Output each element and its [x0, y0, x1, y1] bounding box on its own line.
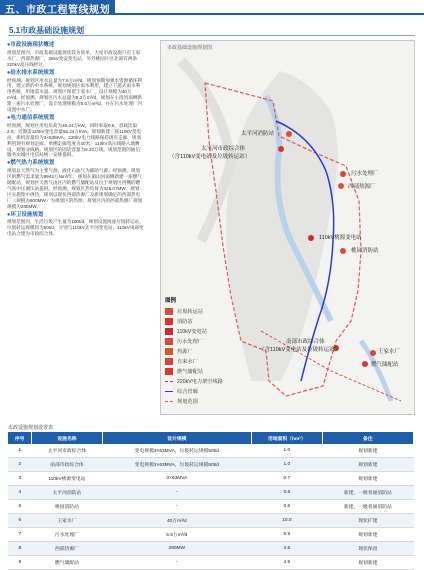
table-row — [8, 542, 414, 556]
legend-item — [165, 346, 265, 356]
cell: 4.5 — [251, 556, 322, 570]
cell: 4.5 — [251, 542, 322, 556]
text-water: 经预测，规划区用水总量为7.8万m³/d。规划预期加强水资源循环利用，建立新的中水系统。规划规划区雨水利用，建立下游式雨水利用系统，用地需水量。规划区保留王家水厂，设计规模为40万m³/d。经预测，规划区污水总量为5.2万m³/d。规划在小清河南侧新建一座污水处理厂，设计处理规模为5.5万m³/d，并在污水处理厂内设置中水厂。 — [7, 77, 143, 113]
legend-label: 220kV电力架空线路 — [177, 378, 223, 385]
legend-label: 热源厂 — [177, 348, 193, 355]
cell: - — [102, 486, 251, 500]
cell: 40万m³/d — [102, 514, 251, 528]
table-row — [8, 514, 414, 528]
heat-marker — [338, 183, 344, 189]
label-waterworks: 王家水厂 — [378, 349, 401, 355]
cell: 280MW — [102, 542, 251, 556]
legend-label: 燃气储配站 — [177, 368, 203, 375]
table-header-row — [8, 432, 414, 444]
cell: 10.0 — [251, 514, 322, 528]
table-row — [8, 472, 414, 486]
heading-gas: ●燃气热力系统规划 — [7, 160, 55, 167]
cell: 7 — [8, 528, 32, 542]
cell: 规划新建 — [322, 528, 413, 542]
cell: 规划新建 — [322, 472, 413, 486]
trash-icon — [165, 308, 173, 315]
gas-icon — [165, 368, 173, 375]
label-taipinghe-complex-note: （含110kV变电站及垃圾转运站） — [169, 154, 251, 160]
table-row — [8, 458, 414, 472]
heading-status: ●市政设施现状概述 — [7, 42, 55, 48]
label-south-complex: 南部市政综合体 — [286, 339, 325, 345]
label-substation: 110kV桃源变电站 — [319, 235, 362, 241]
fire-station-marker — [286, 131, 292, 137]
description-column — [7, 40, 144, 400]
legend-item — [165, 386, 265, 396]
cell: 1 — [8, 444, 32, 458]
legend-label: 综合管廊 — [177, 388, 198, 395]
table-row — [8, 556, 414, 570]
water-icon — [165, 358, 173, 365]
cell: 5.5万m³/d — [102, 528, 251, 542]
label-taoyuan-fire: 桃园消防站 — [351, 248, 379, 254]
cell: 规划新建 — [322, 444, 413, 458]
table-row — [8, 500, 414, 514]
cell: 变电规模3×63MVA，垃圾转运规模50t/d — [102, 458, 251, 472]
heading-power: ●电力通信系统规划 — [7, 114, 55, 121]
text-gas: 规划以天然气为主要气源，液化石油气为辅助气源。经预测，规划区的燃气需求量为9943万Nm³/年，规划在湄山河南侧新建一座燃气储配站，规划区天然气由区内的燃气储配站及位于规划区西侧的燃气高中压调压站提供。经预测，规划区热负荷为325.07MW，规划区实施集中供热，规划以现状西部热源厂及新规划确定的西部热电厂（规模为600MW）为规划区的热源，规划区内的西部热源厂规划规模为280MW。 — [7, 168, 143, 209]
label-sewage: 污水处理厂 — [351, 171, 379, 177]
cell: - — [102, 556, 251, 570]
text-status: 规划范围内，市政基础设施现状较为简单，大屋市政设施只有王家水厂，西部热源厂，35kV变安变电站，另外桃园片区北部有两条220kV高压线经过。 — [7, 49, 141, 67]
table-title: 市政设施规划设置表 — [8, 425, 54, 431]
legend-label: 消防站 — [177, 318, 193, 325]
boundary-line-icon — [165, 401, 173, 402]
cell: 9 — [8, 556, 32, 570]
legend-item — [165, 356, 265, 366]
cell: 南部市政综合体 — [32, 458, 102, 472]
sewage-marker — [340, 171, 346, 177]
legend-label: 规划范围 — [177, 398, 198, 405]
col-header-area: 用地面积（hm²） — [251, 432, 322, 444]
legend-item — [165, 366, 265, 376]
cell: 5 — [8, 500, 32, 514]
cell: 燃气储配站 — [32, 556, 102, 570]
map-legend — [165, 296, 265, 406]
col-header-index: 序号 — [8, 432, 32, 444]
cell: 规划新建 — [322, 458, 413, 472]
page-header — [0, 0, 424, 15]
cell: 1.0 — [251, 458, 322, 472]
cell: 太平河消防站 — [32, 486, 102, 500]
legend-label: 自来水厂 — [177, 358, 198, 365]
legend-label: 110kV变电站 — [177, 328, 207, 335]
col-header-scale: 设计规模 — [102, 432, 251, 444]
cell: 规划新建 — [322, 556, 413, 570]
cell: 0.7 — [251, 472, 322, 486]
page-title: 五、市政工程管线规划 — [5, 5, 110, 16]
legend-item — [165, 376, 265, 386]
cell: 污水处理厂 — [32, 528, 102, 542]
legend-label: 污水处理厂 — [177, 338, 203, 345]
label-taipinghe-fire: 太平河消防站 — [241, 131, 275, 137]
waterworks-marker — [370, 350, 376, 356]
cell: 变电规模3×63MVA，垃圾转运规模50t/d — [102, 444, 251, 458]
cell: 4 — [8, 486, 32, 500]
cell: 太平河市政综合体 — [32, 444, 102, 458]
fire-station-2-marker — [340, 248, 346, 254]
table-row — [8, 444, 414, 458]
substation-marker — [308, 235, 314, 241]
cell: 0.6 — [251, 500, 322, 514]
col-header-name: 设施名称 — [32, 432, 102, 444]
legend-label: 垃圾转运站 — [177, 308, 203, 315]
text-power: 经预测，规划区用电负荷为46.04万kW。同时率取0.6，容载比取2.0。近期需110kV变电容量55.24万kVA。规划新建三座110kV变电站，新机容量均为3×63MVA。220kV电力线路保持现有走廊，规划利用现有规划走廊，单侧走廊宽度为40米，110kV高压线路入地敷设，规划分线路。规划区的固话容量为9.33万线。规划范围的通信服务由城区电信局统一安排提供。 — [7, 122, 142, 158]
infrastructure-map — [160, 40, 415, 415]
legend-item — [165, 326, 265, 336]
cell: 8 — [8, 542, 32, 556]
cell: 西部热源厂 — [32, 542, 102, 556]
cell: - — [102, 500, 251, 514]
sewage-icon — [165, 338, 173, 345]
label-south-complex-note: （含110kV变电站及垃圾转运站） — [259, 347, 341, 353]
cell: 2 — [8, 458, 32, 472]
legend-item — [165, 316, 265, 326]
text-sanitation: 规划范围内，生活垃圾产生量为100t/d，规划设置两座垃圾转运站，垃圾转运规模均为50t/d，分别与110kV太平河变电站、110kV南部变电站合建为市政综合体。 — [7, 219, 144, 237]
heading-water: ●给水排水系统规划 — [7, 69, 55, 76]
cell: 110kV桃源变电站 — [32, 472, 102, 486]
section-title: 5.1市政基础设施规划 — [9, 26, 85, 35]
cell: 1.0 — [251, 444, 322, 458]
cell: 6.5 — [251, 528, 322, 542]
cell: 3 — [8, 472, 32, 486]
section-divider — [8, 35, 415, 36]
heat-icon — [165, 348, 173, 355]
cell: 3×63MVA — [102, 472, 251, 486]
heading-sanitation: ●环卫设施规划 — [7, 211, 44, 218]
power-icon — [165, 328, 173, 335]
dashed-line-icon — [165, 381, 173, 382]
cell: 桃园消防站 — [32, 500, 102, 514]
fire-icon — [165, 318, 173, 325]
cell: 新建，一级普通消防站 — [322, 500, 413, 514]
cell: 新建，一级普通消防站 — [322, 486, 413, 500]
col-header-note: 备注 — [322, 432, 413, 444]
legend-item — [165, 336, 265, 346]
label-taipinghe-complex: 太平河市政综合体 — [201, 146, 246, 152]
legend-item — [165, 306, 265, 316]
facilities-table — [8, 432, 414, 570]
label-heat: 西部热源厂 — [348, 184, 376, 190]
solid-line-icon — [165, 391, 173, 392]
complex-marker-north — [278, 146, 284, 152]
cell: 现状扩建 — [322, 514, 413, 528]
cell: 6 — [8, 514, 32, 528]
table-row — [8, 486, 414, 500]
cell: 现状保留 — [322, 542, 413, 556]
cell: 王家水厂 — [32, 514, 102, 528]
cell: 0.6 — [251, 486, 322, 500]
legend-item — [165, 396, 265, 406]
map-title: 市政基础设施规划图 — [167, 45, 213, 51]
label-gas: 燃气储配站 — [371, 362, 399, 368]
table-row — [8, 528, 414, 542]
gas-marker — [362, 361, 368, 367]
legend-title: 图例 — [165, 298, 177, 304]
